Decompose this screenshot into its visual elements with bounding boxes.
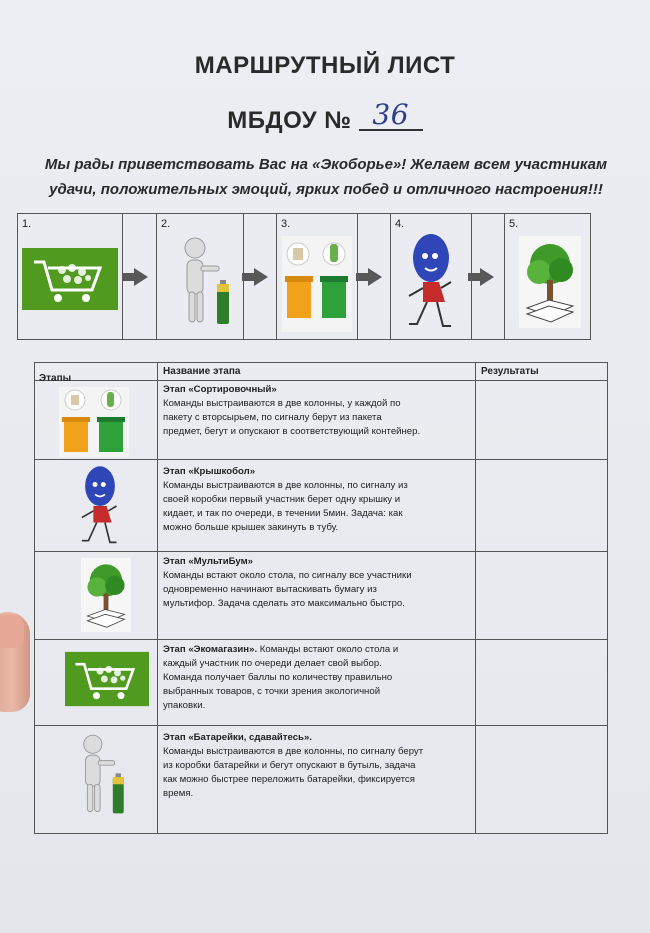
stage-line: Команда получает баллы по количеству правильно [163,672,393,683]
arrow-icon [368,268,382,286]
stage-description-1 [163,383,473,439]
stage-line: предмет, бегут и опускают в соответствующий контейнер. [163,426,421,437]
stage-title: Этап «Крышкобол» [163,466,256,477]
stage-line: выбранных товаров, с точки зрения экологичной [163,686,381,697]
stage-title-rest: Команды встают около стола и [257,644,399,655]
stage-line: Команды встают около стола, по сигналу все участники [163,570,412,581]
stage-title: Этап «Сортировочный» [163,384,277,395]
greeting-text [26,152,626,202]
column-header-results: Результаты [481,366,539,377]
greeting-line-1: Мы рады приветствовать Вас на «Экоборье»! Желаем всем участникам [44,156,608,173]
org-number: 36 [359,101,423,131]
stage-line: одновременно начинают вытаскивать бумагу из [163,584,377,595]
arrow-icon [480,268,494,286]
stage-description-5 [163,731,473,801]
route-step-4 [390,214,472,339]
stage-line: время. [163,788,194,799]
stage-line: из коробки батарейки и бегут опускают в бутыль, задача [163,760,416,771]
stage-title: Этап «Батарейки, сдавайтесь». [163,732,312,743]
tree-paper-icon [81,557,131,638]
page-title: МАРШРУТНЫЙ ЛИСТ [194,52,456,79]
column-header-stages: Этапы [39,373,72,384]
org-label: МБДОУ № [227,107,352,134]
recycle-bins-icon [59,387,129,462]
route-step-3 [276,214,358,339]
route-step-number: 5. [509,218,519,230]
stage-line: кидает, и так по очереди, в течении 5мин. Задача: как [163,508,403,519]
route-step-number: 3. [281,218,291,230]
route-step-number: 4. [395,218,405,230]
stage-line: Команды выстраиваются в две колонны, по сигналу из [163,480,408,491]
stage-title: Этап «Экомагазин». [163,644,258,655]
stage-description-4 [163,643,473,713]
stage-line: Команды выстраиваются в две колонны, по сигналу берут [163,746,424,757]
column-header-name: Название этапа [163,366,241,377]
arrow-icon [254,268,268,286]
stage-line: как можно быстрее переложить батарейки, фиксируется [163,774,415,785]
route-step-number: 2. [161,218,171,230]
finger [0,612,30,712]
route-step-2 [156,214,244,339]
bottle-cap-runner-icon [73,463,127,554]
stage-line: пакету с вторсырьем, по сигналу берут из пакета [163,412,382,423]
stage-line: можно больше крышек закинуть в тубу. [163,522,339,533]
figure-battery-icon [71,733,131,826]
route-step-1 [18,214,123,339]
eco-cart-icon [65,651,149,712]
stages-table [34,362,608,834]
route-strip [17,213,591,340]
stage-line: своей коробки первый участник берет одну крышку и [163,494,401,505]
stage-line: упаковки. [163,700,206,711]
tree-paper-icon [519,236,581,333]
org-line [0,98,650,135]
route-step-number: 1. [22,218,32,230]
stage-line: мультифор. Задача сделать это максимально быстро. [163,598,405,609]
recycle-bins-icon [282,236,352,337]
stage-description-2 [163,465,473,535]
stage-line: каждый участник по очереди делает свой выбор. [163,658,382,669]
stage-line: Команды выстраиваются в две колонны, у каждой по [163,398,401,409]
route-step-5 [504,214,591,339]
stage-description-3 [163,555,473,611]
eco-cart-icon [22,248,118,315]
figure-battery-icon [171,236,237,337]
greeting-line-2: удачи, положительных эмоций, ярких побед и отличного настроения!!! [49,181,603,198]
arrow-icon [134,268,148,286]
stage-title: Этап «МультиБум» [163,556,254,567]
bottle-cap-runner-icon [399,230,463,339]
